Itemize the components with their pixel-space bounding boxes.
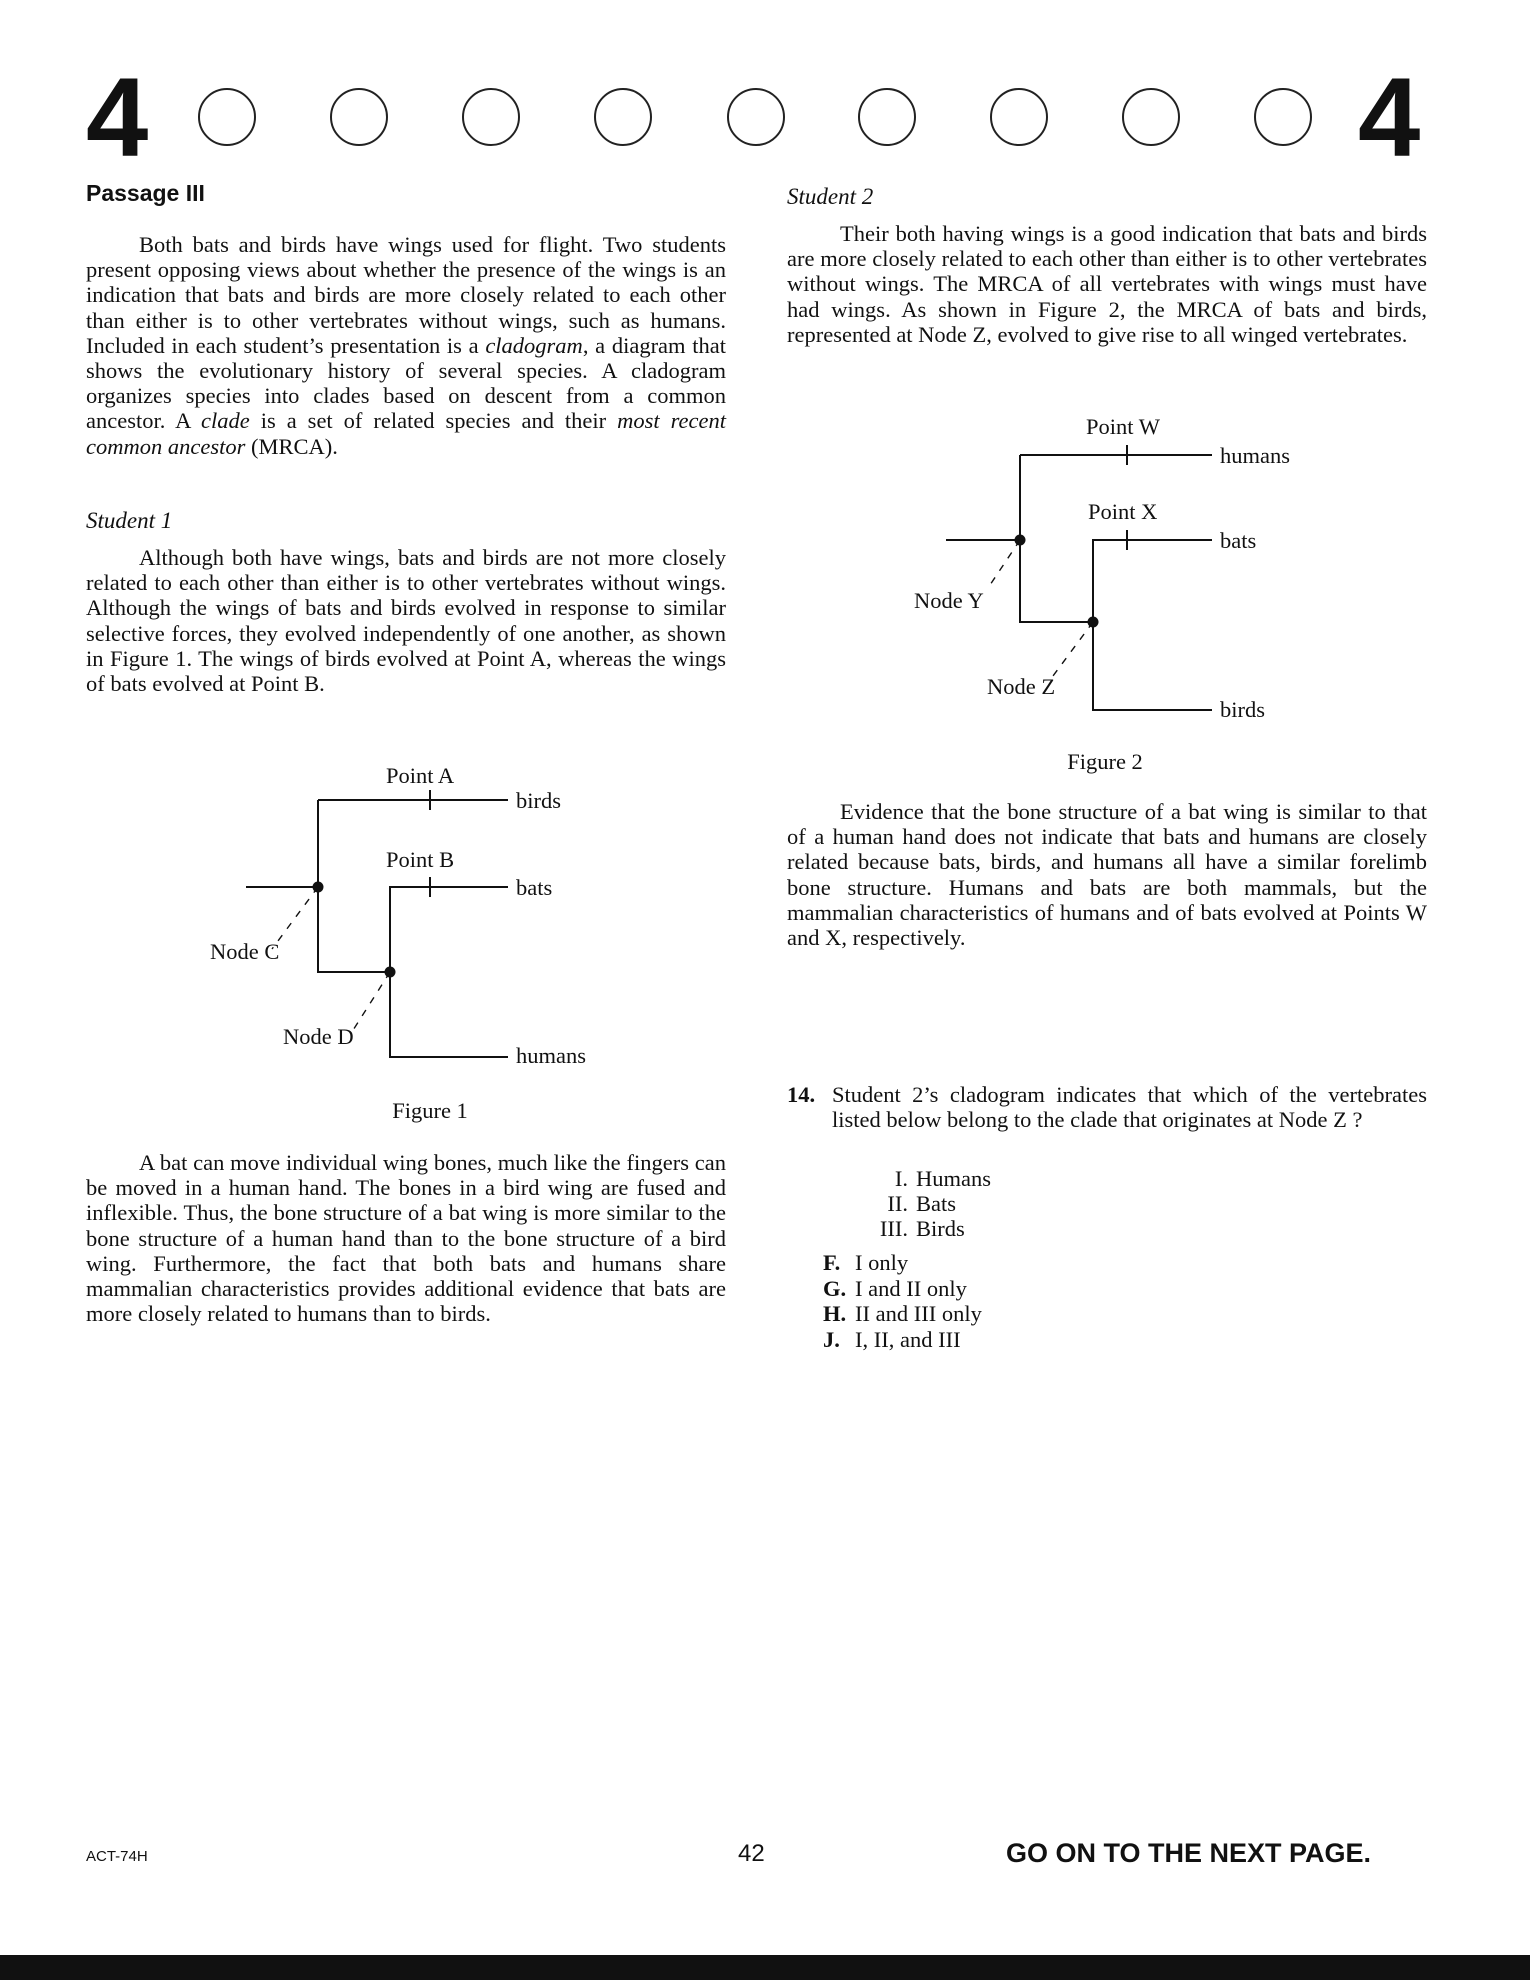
continue-notice: GO ON TO THE NEXT PAGE. <box>1006 1838 1372 1868</box>
roman-list <box>862 1166 991 1241</box>
node-z-label: Node Z <box>987 674 1056 699</box>
branch-outer-clade <box>1020 455 1093 622</box>
choice-letter: G. <box>823 1275 847 1301</box>
node-y-label: Node Y <box>914 588 984 613</box>
header-circle <box>727 88 785 146</box>
question-number: 14. <box>787 1082 816 1107</box>
intro-paragraph <box>86 232 726 459</box>
page-number: 42 <box>738 1840 765 1867</box>
roman-label: Bats <box>916 1191 957 1216</box>
student1-paragraph-1 <box>86 545 726 696</box>
roman-numeral: I. <box>894 1166 908 1191</box>
student1-heading: Student 1 <box>86 508 173 533</box>
branch-bottom <box>1093 622 1212 710</box>
roman-item <box>862 1166 991 1191</box>
figure-2-caption: Figure 2 <box>1067 749 1143 774</box>
passage-intro <box>86 232 726 459</box>
node-c-dot <box>313 882 324 893</box>
node-y-dot <box>1015 535 1026 546</box>
node-d-leader <box>350 972 390 1035</box>
figure-1-cladogram <box>200 755 620 1080</box>
intro-text: Both bats and birds have wings used for flight. Two students present opposing views about whether the presence of the wings is an indication that bats and birds are more closely related to each other than either is to other vertebrates without wings, such as humans. Included in each student’s presentation is a <box>86 232 726 358</box>
node-d-dot <box>385 967 396 978</box>
header-circle <box>198 88 256 146</box>
roman-label: Humans <box>916 1166 991 1191</box>
choice-text: I and II only <box>855 1275 967 1301</box>
passage-title: Passage III <box>86 180 205 206</box>
roman-numeral: II. <box>887 1191 908 1216</box>
roman-item <box>862 1216 991 1241</box>
answer-choice-g[interactable] <box>823 1276 982 1302</box>
branch-mid <box>390 887 508 972</box>
answer-choice-f[interactable] <box>823 1250 982 1276</box>
term-clade: clade <box>201 408 250 434</box>
paragraph-text: Evidence that the bone structure of a bat wing is similar to that of a human hand does not indicate that bats and humans are closely related because bats, birds, and humans all have a similar forelimb bone structure. Humans and bats are both mammals, but the mammalian characteristics of humans and of bats evolved at Points W and X, respectively. <box>787 799 1427 951</box>
figure-1-caption: Figure 1 <box>392 1098 468 1123</box>
taxon-bats-label: bats <box>1220 528 1257 553</box>
answer-choice-h[interactable] <box>823 1301 982 1327</box>
section-number-right: 4 <box>1358 55 1421 180</box>
header-circle <box>990 88 1048 146</box>
choice-text: I only <box>855 1250 909 1275</box>
roman-label: Birds <box>916 1216 965 1241</box>
choice-text: I, II, and III <box>855 1326 961 1352</box>
taxon-birds-label: birds <box>516 788 561 813</box>
header-circle <box>462 88 520 146</box>
intro-text: , a diagram that shows the evolutionary history of several species. A cladogram organizes species into clades based on descent from a common ancestor. A <box>86 332 726 434</box>
taxon-birds-label: birds <box>1220 697 1265 722</box>
node-z-dot <box>1088 617 1099 628</box>
roman-item <box>862 1191 991 1216</box>
student1-paragraph-2 <box>86 1150 726 1326</box>
term-mrca: most recent common ancestor <box>86 408 726 459</box>
header-circle <box>1254 88 1312 146</box>
point-w-label: Point W <box>1086 414 1160 439</box>
header-circle <box>858 88 916 146</box>
form-code: ACT-74H <box>86 1848 148 1865</box>
point-a-label: Point A <box>386 763 455 788</box>
paragraph-text: Although both have wings, bats and birds are not more closely related to each other than either is to other vertebrates without wings. Although the wings of bats and birds evolved in response to similar selective forces, they evolved independently of one another, as shown in Figure 1. The wings of birds evolved at Point A, whereas the wings of bats evolved at Point B. <box>86 545 726 697</box>
branch-outer-clade <box>318 800 390 972</box>
branch-bottom <box>390 972 508 1057</box>
question-stem: Student 2’s cladogram indicates that which of the vertebrates listed below belong to the clade that originates at Node Z ? <box>832 1082 1427 1133</box>
student2-paragraph-1 <box>787 221 1427 347</box>
taxon-humans-label: humans <box>1220 443 1290 468</box>
node-c-label: Node C <box>210 939 280 964</box>
intro-text: is a set of related species and their <box>249 408 618 434</box>
student2-heading: Student 2 <box>787 184 874 209</box>
paragraph-text: A bat can move individual wing bones, much like the fingers can be moved in a human hand. The bones in a bird wing are fused and inflexible. Thus, the bone structure of a bat wing is more similar to the bone structure of a human hand than to the bone structure of a bird wing. Furthermore, the fact that both bats and humans share mammalian characteristics provides additional evidence that bats are more closely related to humans than to birds. <box>86 1150 726 1327</box>
node-z-leader <box>1050 622 1093 680</box>
point-b-label: Point B <box>386 847 455 872</box>
header-circle <box>594 88 652 146</box>
taxon-humans-label: humans <box>516 1043 586 1068</box>
answer-choice-j[interactable] <box>823 1327 982 1353</box>
choice-letter: J. <box>823 1326 840 1352</box>
node-y-leader <box>990 540 1020 585</box>
branch-mid <box>1093 540 1212 622</box>
header-circle <box>1122 88 1180 146</box>
answer-choices <box>823 1250 982 1352</box>
term-cladogram: cladogram <box>485 332 583 358</box>
scan-edge-bar <box>0 1955 1530 1980</box>
section-number-left: 4 <box>86 55 149 180</box>
figure-2-cladogram <box>900 410 1320 735</box>
header-circle <box>330 88 388 146</box>
choice-text: II and III only <box>855 1301 982 1326</box>
student2-paragraph-2 <box>787 799 1427 950</box>
choice-letter: H. <box>823 1301 847 1326</box>
taxon-bats-label: bats <box>516 875 553 900</box>
intro-text: (MRCA). <box>245 433 338 459</box>
roman-numeral: III. <box>879 1216 908 1241</box>
point-x-label: Point X <box>1088 499 1158 524</box>
node-d-label: Node D <box>283 1024 354 1049</box>
paragraph-text: Their both having wings is a good indication that bats and birds are more closely related to each other than either is to other vertebrates without wings. The MRCA of all vertebrates with wings must have had wings. As shown in Figure 2, the MRCA of bats and birds, represented at Node Z, evolved to give rise to all winged vertebrates. <box>787 221 1427 347</box>
choice-letter: F. <box>823 1250 841 1275</box>
